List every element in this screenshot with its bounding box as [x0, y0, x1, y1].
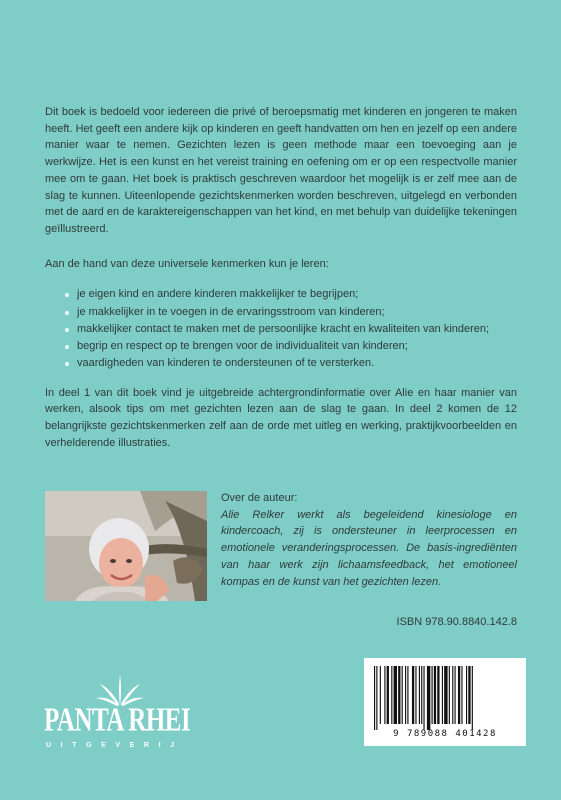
barcode-bar	[466, 666, 467, 724]
barcode-bar	[380, 666, 381, 724]
author-text	[221, 490, 517, 590]
barcode-bar	[394, 666, 397, 724]
bullet-icon	[65, 362, 69, 366]
author-bio: Alie Relker werkt als begeleidend kinesiologe en kindercoach, zij is ondersteuner in leerprocessen en emotionele veranderingsprocessen. De basis-ingrediënten van haar werk zijn lichaamsfeedback, het emotioneel kompas en de kunst van het gezichten lezen.	[221, 508, 517, 588]
barcode-number: 9 789088 401428	[393, 729, 497, 739]
barcode-bar	[427, 666, 430, 730]
list-item: makkelijker contact te maken met de persoonlijke kracht en kwaliteiten van kinderen;	[45, 321, 517, 338]
barcode-bar	[387, 666, 389, 724]
parts-paragraph: In deel 1 van dit boek vind je uitgebreide achtergrondinformatie over Alie en haar manier van werken, alsook tips om met gezichten lezen aan de slag te gaan. In deel 2 komen de 12 belangrijkste gezichtskenmerken zelf aan de orde met uitleg en werking, praktijkvoorbeelden en verhelderende illustraties.	[45, 386, 517, 449]
barcode-bar	[407, 666, 408, 724]
barcode-bar	[458, 666, 460, 724]
bullet-icon	[65, 328, 69, 332]
publisher-name: PANTA RHEI	[44, 702, 191, 739]
barcode-bar	[449, 666, 450, 724]
barcode-bar	[398, 666, 400, 724]
list-intro: Aan de hand van deze universele kenmerken kun je leren:	[45, 257, 329, 270]
barcode-bar	[468, 666, 470, 724]
barcode-bar	[384, 666, 385, 724]
barcode-bar	[376, 666, 377, 730]
barcode-bar	[455, 666, 456, 724]
isbn-label: ISBN 978.90.8840.142.8	[396, 616, 517, 628]
barcode-bar	[472, 666, 473, 730]
barcode-bars-icon	[370, 664, 520, 730]
publisher-logo	[40, 672, 200, 754]
bullet-icon	[65, 345, 69, 349]
barcode-bar	[415, 666, 416, 724]
barcode-bar	[419, 666, 420, 724]
barcode-bar	[391, 666, 392, 724]
barcode-bar	[402, 666, 403, 724]
barcode-bar	[452, 666, 453, 724]
list-item: je makkelijker in te voegen in de ervaringsstroom van kinderen;	[45, 304, 517, 321]
author-portrait-icon	[45, 491, 207, 601]
publisher-subtitle: UITGEVERIJ	[46, 742, 184, 749]
barcode-bar	[461, 666, 462, 724]
barcode-bar	[432, 666, 433, 724]
barcode-bar	[444, 666, 447, 724]
barcode-bar	[434, 666, 436, 724]
benefits-list	[45, 286, 517, 371]
list-item: begrip en respect op te brengen voor de individualiteit van kinderen;	[45, 338, 517, 355]
list-item: vaardigheden van kinderen te ondersteunen of te versterken.	[45, 355, 517, 372]
intro-paragraph: Dit boek is bedoeld voor iedereen die privé of beroepsmatig met kinderen en jongeren te maken heeft. Het geeft een andere kijk op kinderen en geeft handvatten om hen en jezelf op een andere manier waar te nemen. Gezichten lezen is geen methode maar een toevoeging aan je werkwijze. Het is een kunst en het vereist training en oefening om er op een respectvolle manier mee om te gaan. Het boek is praktisch geschreven waardoor het mogelijk is er zelf mee aan de slag te kunnen. Uiteenlopende gezichtskenmerken worden beschreven, uitgelegd en verbonden met de aard en de karaktereigenschappen van het kind, en met behulp van duidelijke tekeningen geïllustreerd.	[45, 106, 517, 236]
author-section	[45, 491, 517, 603]
back-cover-text	[45, 104, 517, 452]
list-item: je eigen kind en andere kinderen makkelijker te begrijpen;	[45, 286, 517, 303]
barcode-bar	[421, 666, 422, 724]
barcode-bar	[442, 666, 443, 724]
barcode	[364, 658, 526, 746]
barcode-bar	[412, 666, 414, 724]
bullet-icon	[65, 311, 69, 315]
author-photo	[45, 491, 207, 601]
bullet-icon	[65, 293, 69, 297]
barcode-bar	[423, 666, 424, 730]
barcode-bar	[374, 666, 375, 730]
barcode-bar	[405, 666, 406, 724]
author-heading: Over de auteur:	[221, 492, 298, 504]
barcode-bar	[437, 666, 439, 724]
